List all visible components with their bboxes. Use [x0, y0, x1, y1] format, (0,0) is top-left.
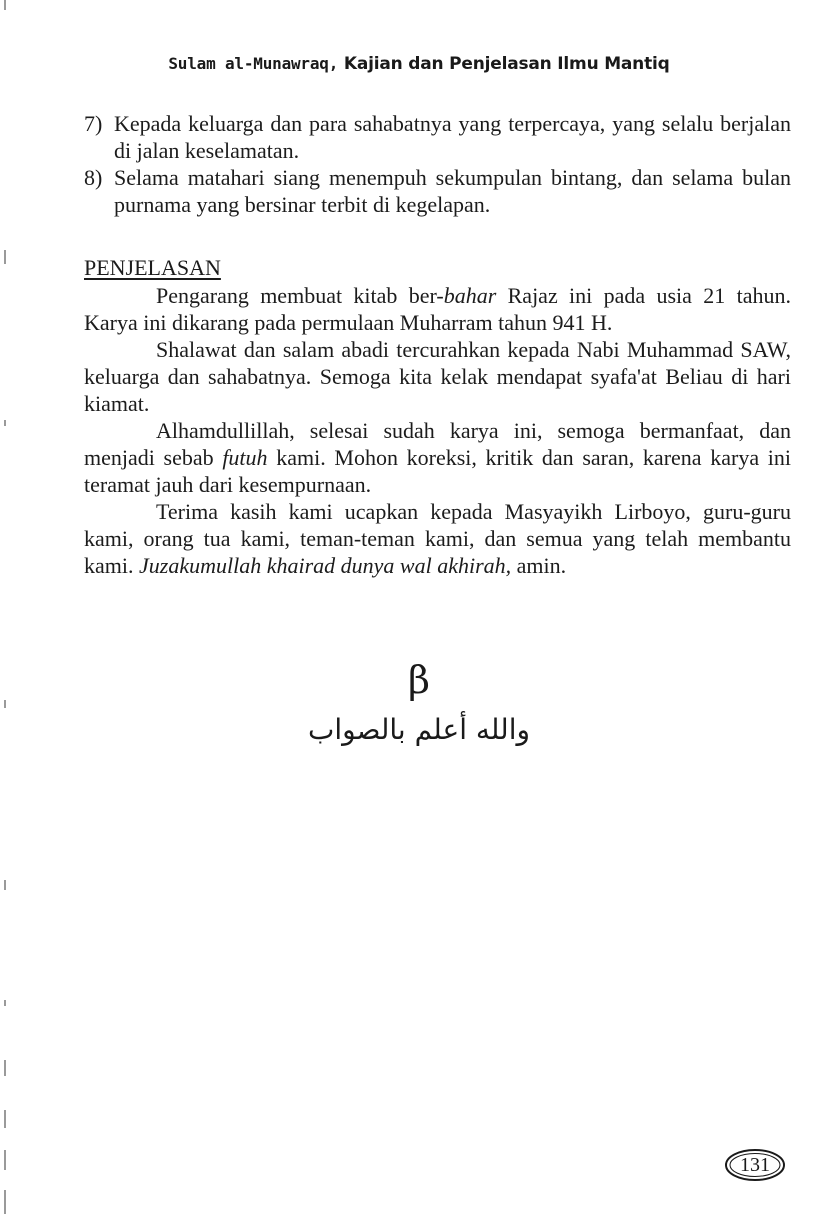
- closing-arabic-phrase: والله أعلم بالصواب: [307, 713, 531, 746]
- paragraph: [84, 498, 791, 579]
- paragraph-italic: bahar: [443, 283, 497, 308]
- paragraph-text: Alhamdullillah, selesai sudah karya ini, semoga bermanfaat, dan menjadi sebab: [84, 418, 791, 470]
- list-item-number: 8): [84, 165, 103, 190]
- page-number-badge: [724, 1148, 786, 1182]
- paragraph: [84, 282, 791, 336]
- paragraph: Shalawat dan salam abadi tercurahkan kepada Nabi Muhammad SAW, keluarga dan sahabatnya. Semoga kita kelak mendapat syafa'at Beliau di hari kiamat.: [84, 337, 791, 416]
- list-item-text: Kepada keluarga dan para sahabatnya yang terpercaya, yang selalu berjalan di jalan keselamatan.: [114, 111, 791, 163]
- list-item: [84, 164, 791, 218]
- list-item-text: Selama matahari siang menempuh sekumpulan bintang, dan selama bulan purnama yang bersinar terbit di kegelapan.: [114, 165, 791, 217]
- page-number: 131: [740, 1154, 770, 1176]
- paragraph-text: kami. Mohon koreksi, kritik dan saran, karena karya ini teramat jauh dari kesempurnaan.: [84, 445, 791, 497]
- list-item: [84, 110, 791, 164]
- running-header-book-title: Sulam al-Munawraq,: [168, 54, 339, 73]
- running-header: [0, 54, 838, 74]
- paragraph: [84, 417, 791, 498]
- paragraph-text: Pengarang membuat kitab ber-: [156, 283, 444, 308]
- scan-edge-marks: [0, 0, 14, 1227]
- paragraph-text: Terima kasih kami ucapkan kepada Masyayikh Lirboyo, guru-guru kami, orang tua kami, teman-teman kami, dan semua yang telah membantu kami.: [84, 499, 791, 578]
- paragraph-italic: futuh: [222, 445, 268, 470]
- explanation-text: [84, 282, 791, 579]
- list-item-number: 7): [84, 111, 103, 136]
- closing-ornament: β: [408, 658, 430, 702]
- section-heading: PENJELASAN: [84, 255, 221, 280]
- numbered-list: [84, 110, 791, 218]
- running-header-subtitle: Kajian dan Penjelasan Ilmu Mantiq: [338, 54, 670, 74]
- paragraph-text: amin.: [511, 553, 567, 578]
- paragraph-italic: Juzakumullah khairad dunya wal akhirah,: [139, 553, 512, 578]
- paragraph-text: Rajaz ini pada usia 21 tahun. Karya ini dikarang pada permulaan Muharram tahun 941 H.: [84, 283, 791, 335]
